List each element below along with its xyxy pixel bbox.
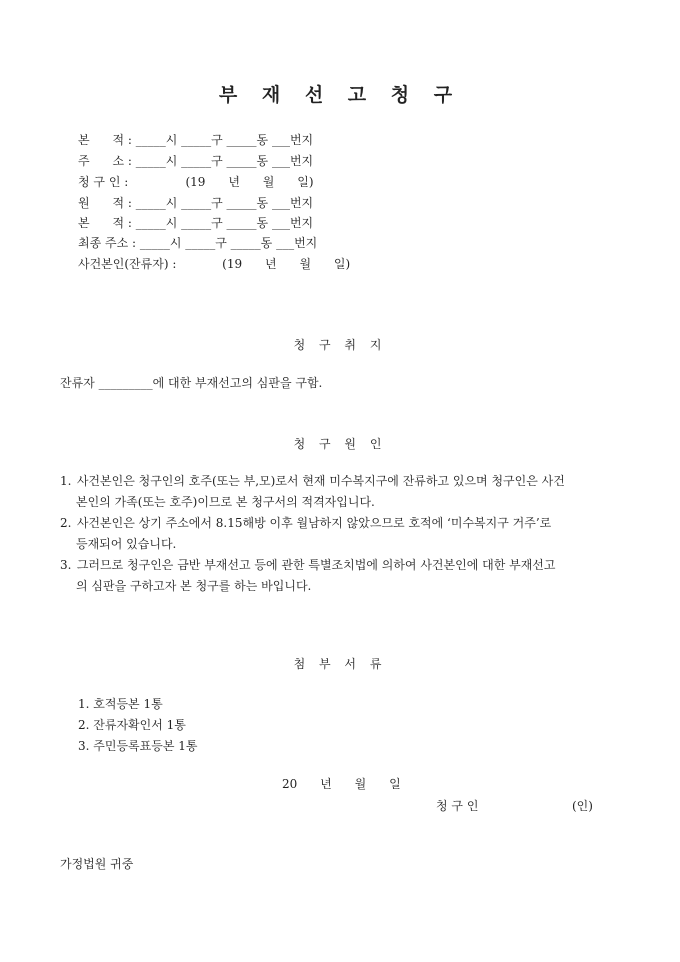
cause-item-number: 2. xyxy=(60,516,72,530)
cause-item xyxy=(60,471,628,513)
cause-item-line: 그러므로 청구인은 금반 부재선고 등에 관한 특별조치법에 의하여 사건본인에 대한 부재선고 xyxy=(76,558,556,572)
cause-item-number: 3. xyxy=(60,558,72,572)
addressee: 가정법원 귀중 xyxy=(60,857,134,871)
attachment-item: 2. 잔류자확인서 1통 xyxy=(78,718,186,732)
cause-item xyxy=(60,555,628,597)
cause-heading: 청 구 원 인 xyxy=(293,437,387,451)
cause-item-line: 의 심판을 구하고자 본 청구를 하는 바입니다. xyxy=(76,579,312,593)
attachments-heading: 첨 부 서 류 xyxy=(293,657,387,671)
cause-item-line: 사건본인은 상기 주소에서 8.15해방 이후 월남하지 않았으므로 호적에 ‘미수복지구 거주’로 xyxy=(76,516,552,530)
purpose-heading: 청 구 취 지 xyxy=(293,338,387,352)
header-line-original-domicile: 원 적 : _____시 _____구 _____동 ___번지 xyxy=(78,196,314,210)
claimant-signature-label: 청 구 인 xyxy=(436,799,479,813)
purpose-text: 잔류자 _________에 대한 부재선고의 심판을 구함. xyxy=(60,376,323,390)
cause-item-line: 등재되어 있습니다. xyxy=(76,537,177,551)
header-line-claimant: 청 구 인 : (19 년 월 일) xyxy=(78,175,314,189)
header-line-domicile-2: 본 적 : _____시 _____구 _____동 ___번지 xyxy=(78,216,314,230)
cause-item-number: 1. xyxy=(60,474,72,488)
cause-item-line: 본인의 가족(또는 호주)이므로 본 청구서의 적격자입니다. xyxy=(76,495,375,509)
seal-mark: (인) xyxy=(572,799,593,813)
header-line-last-address: 최종 주소 : _____시 _____구 _____동 ___번지 xyxy=(78,236,318,250)
header-line-address: 주 소 : _____시 _____구 _____동 ___번지 xyxy=(78,154,314,168)
attachment-item: 1. 호적등본 1통 xyxy=(78,697,163,711)
cause-list xyxy=(60,471,628,597)
cause-item xyxy=(60,513,628,555)
document-title: 부 재 선 고 청 구 xyxy=(218,84,462,106)
attachment-item: 3. 주민등록표등본 1통 xyxy=(78,739,198,753)
header-line-domicile: 본 적 : _____시 _____구 _____동 ___번지 xyxy=(78,133,314,147)
cause-item-line: 사건본인은 청구인의 호주(또는 부,모)로서 현재 미수복지구에 잔류하고 있으며 청구인은 사건 xyxy=(76,474,565,488)
header-line-person-concerned: 사건본인(잔류자) : (19 년 월 일) xyxy=(78,257,351,271)
date-line: 20 년 월 일 xyxy=(282,777,401,791)
